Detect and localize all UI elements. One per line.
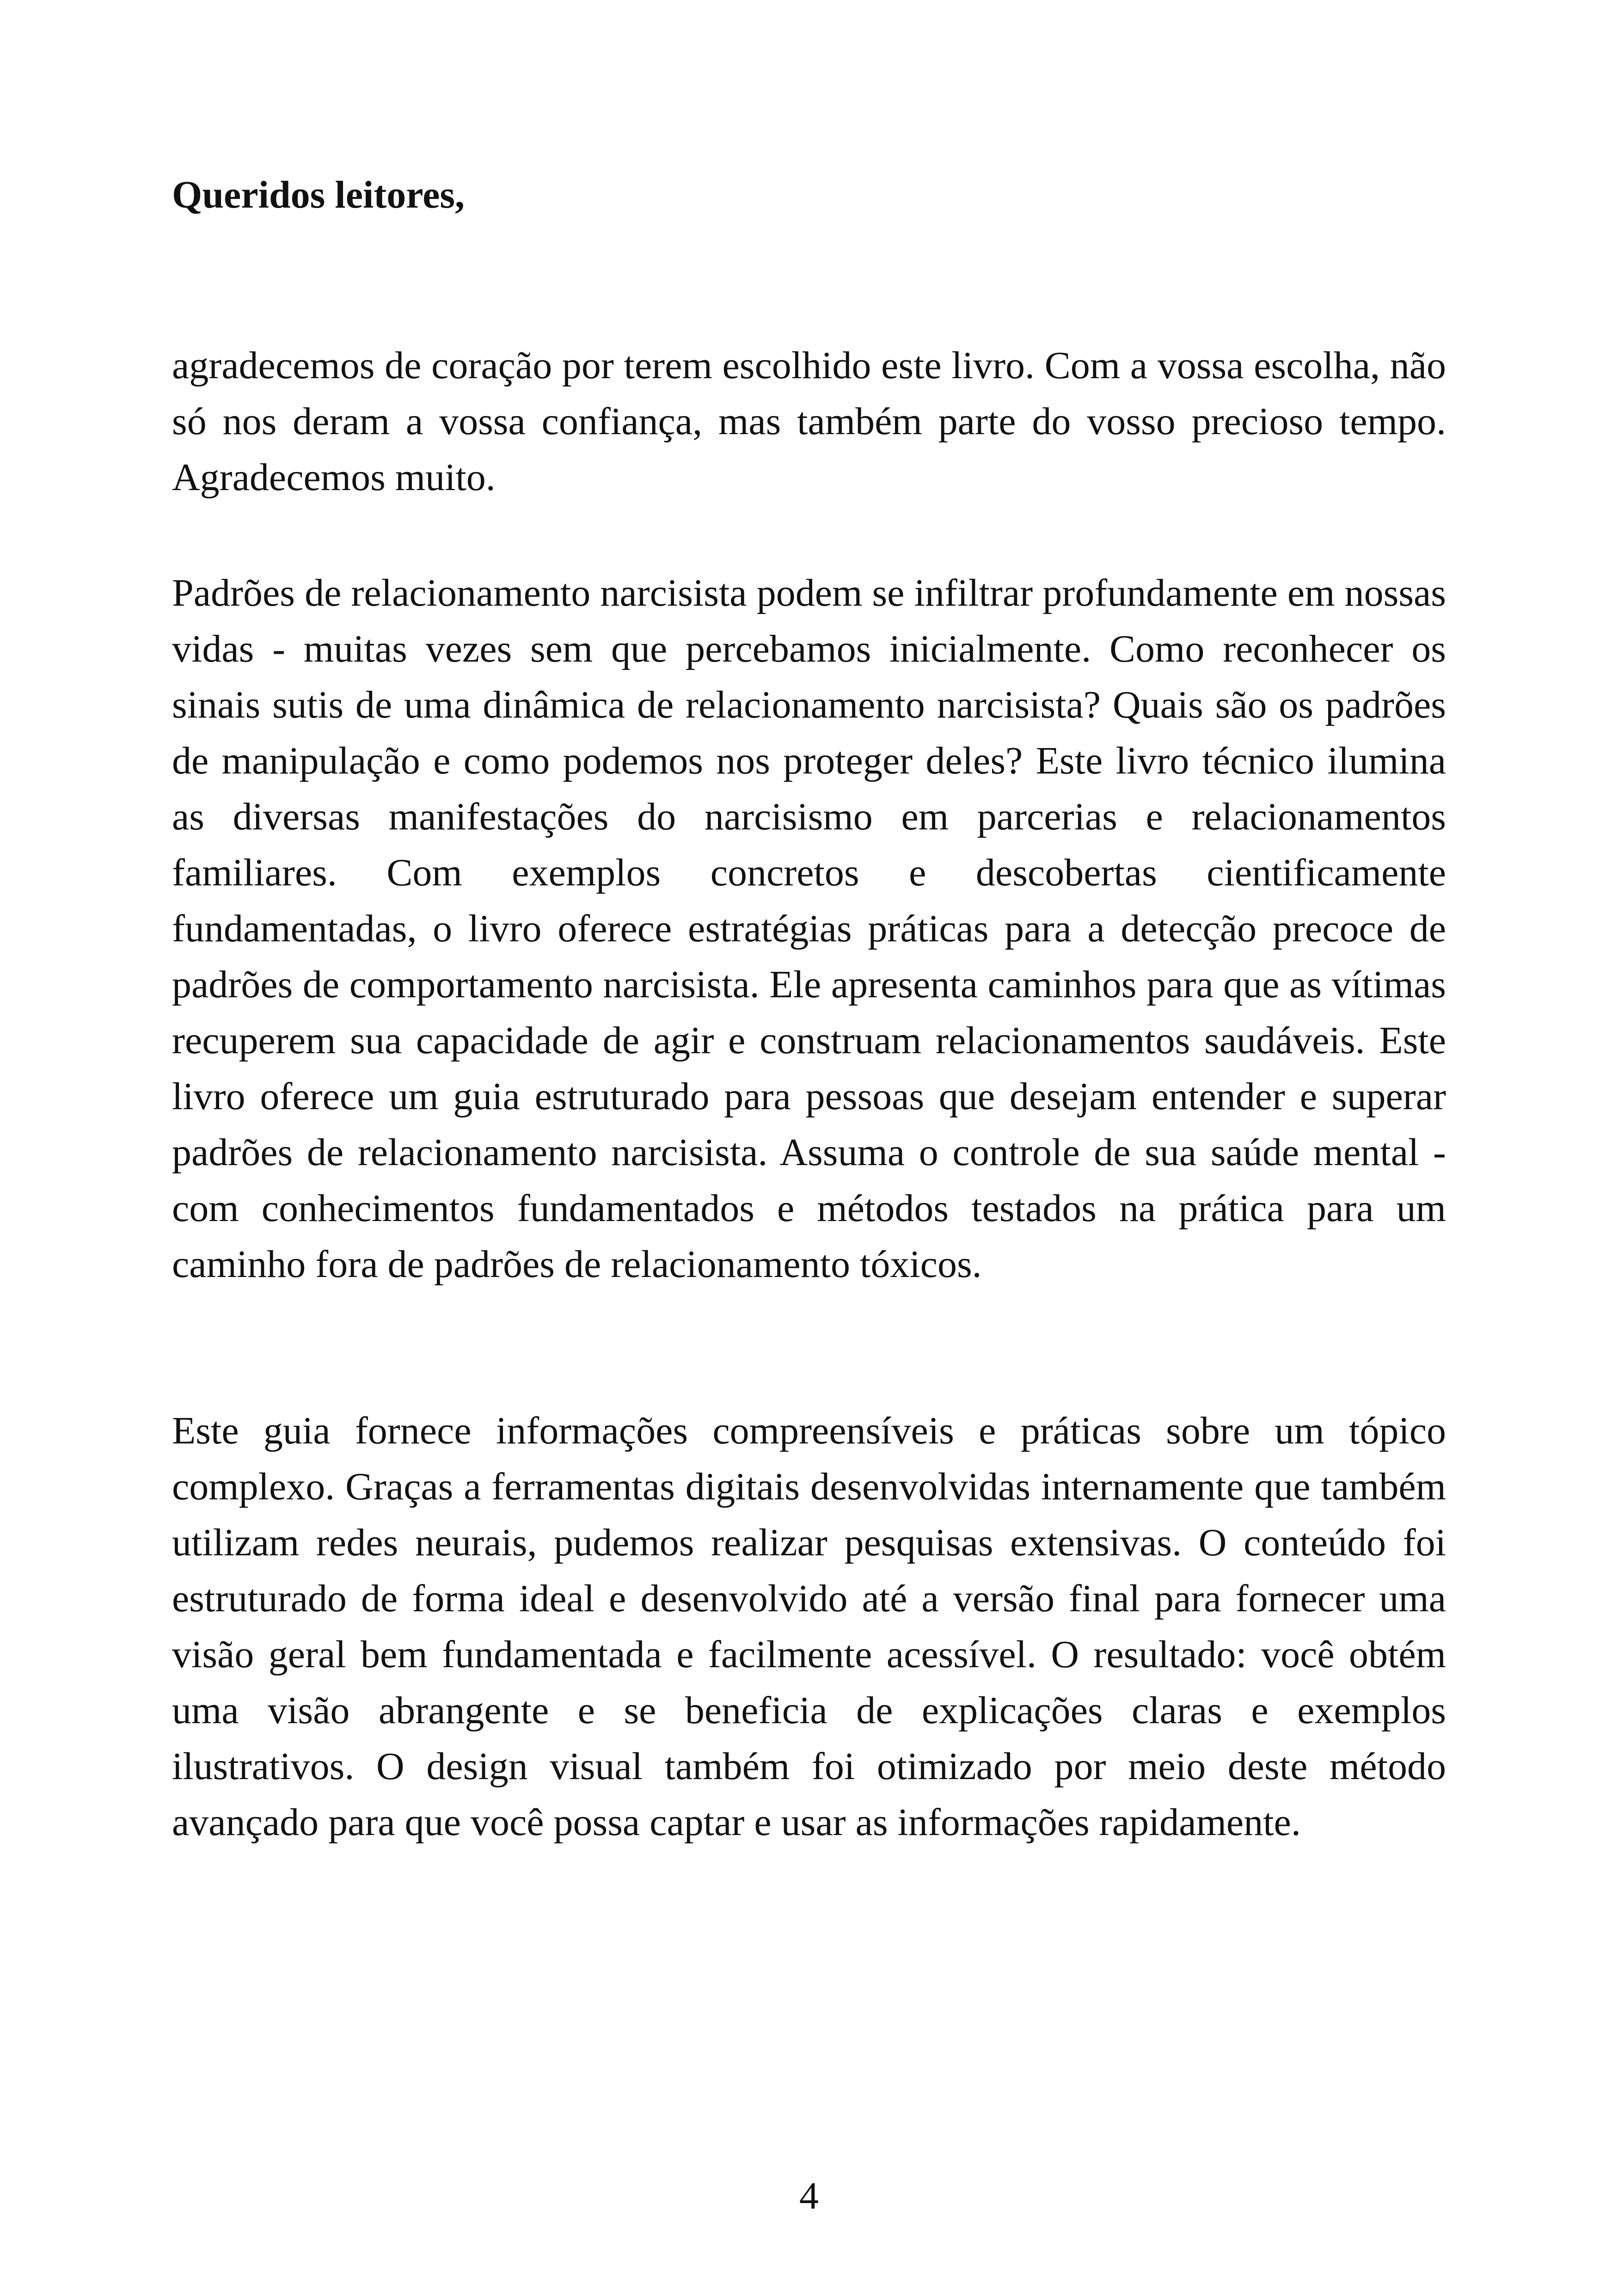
paragraph-book-description: Padrões de relacionamento narcisista podem se infiltrar profundamente em nossas vidas - muitas vezes sem que percebamos inicialmente. Como reconhecer os sinais sutis de uma dinâmica de relacionamento narcisista? Quais são os padrões de manipulação e como podemos nos proteger deles? Este livro técnico ilumina as diversas manifestações do narcisismo em parcerias e relacionamentos familiares. Com exemplos concretos e descobertas cientificamente fundamentadas, o livro oferece estratégias práticas para a detecção precoce de padrões de comportamento narcisista. Ele apresenta caminhos para que as vítimas recuperem sua capacidade de agir e construam relacionamentos saudáveis. Este livro oferece um guia estruturado para pessoas que desejam entender e superar padrões de relacionamento narcisista. Assuma o controle de sua saúde mental - com conhecimentos fundamentados e métodos testados na prática para um caminho fora de padrões de relacionamento tóxicos. <box>172 571 1446 1286</box>
greeting-heading: Queridos leitores, <box>172 173 465 216</box>
paragraph-thanks: agradecemos de coração por terem escolhido este livro. Com a vossa escolha, não só nos deram a vossa confiança, mas também parte do vosso precioso tempo. Agradecemos muito. <box>172 344 1446 499</box>
paragraph-guide-method: Este guia fornece informações compreensíveis e práticas sobre um tópico complexo. Graças a ferramentas digitais desenvolvidas internamente que também utilizam redes neurais, pudemos realizar pesquisas extensivas. O conteúdo foi estruturado de forma ideal e desenvolvido até a versão final para fornecer uma visão geral bem fundamentada e facilmente acessível. O resultado: você obtém uma visão abrangente e se beneficia de explicações claras e exemplos ilustrativos. O design visual também foi otimizado por meio deste método avançado para que você possa captar e usar as informações rapidamente. <box>172 1409 1446 1844</box>
page-number: 4 <box>799 2174 819 2217</box>
